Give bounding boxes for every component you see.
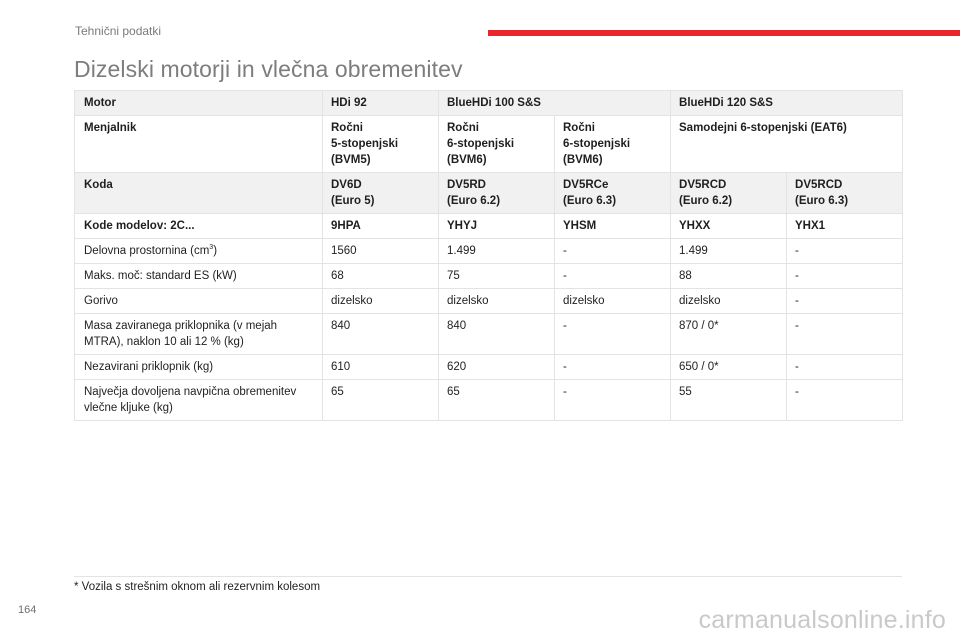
footnote: * Vozila s strešnim oknom ali rezervnim kolesom	[74, 581, 321, 593]
row-label: Koda	[75, 173, 323, 214]
table-row-menjalnik	[75, 116, 903, 173]
cell-line: DV5RD	[447, 179, 486, 191]
row-label: Motor	[75, 91, 323, 116]
cell-line: (Euro 6.3)	[563, 195, 617, 207]
superscript: 3	[209, 244, 214, 252]
table-cell: 65	[323, 380, 439, 421]
cell-line: Ročni	[331, 122, 363, 134]
footnote-divider	[74, 576, 902, 577]
cell-line: DV5RCD	[679, 179, 727, 191]
table-row-zavirani-priklopnik	[75, 314, 903, 355]
table-cell: BlueHDi 100 S&S	[439, 91, 671, 116]
label-line: Največja dovoljena navpična obremenitev	[84, 386, 297, 398]
table-cell: YHX1	[787, 214, 903, 239]
table-cell: -	[787, 239, 903, 264]
page-number: 164	[18, 604, 37, 616]
label-text: Delovna prostornina (cm	[84, 245, 210, 257]
table-cell: dizelsko	[555, 289, 671, 314]
table-cell	[787, 173, 903, 214]
table-cell	[323, 116, 439, 173]
table-cell: YHXX	[671, 214, 787, 239]
table-cell: -	[787, 380, 903, 421]
header-accent-bar	[488, 30, 960, 36]
table-cell	[323, 173, 439, 214]
table-cell: dizelsko	[439, 289, 555, 314]
cell-line: Ročni	[563, 122, 595, 134]
cell-line: (Euro 5)	[331, 195, 375, 207]
table-row-navpicna-obremenitev	[75, 380, 903, 421]
specifications-table	[74, 90, 903, 421]
table-cell: HDi 92	[323, 91, 439, 116]
label-text: )	[213, 245, 218, 257]
table-cell: YHYJ	[439, 214, 555, 239]
table-cell: 9HPA	[323, 214, 439, 239]
table-cell: dizelsko	[323, 289, 439, 314]
table-row-koda	[75, 173, 903, 214]
table-cell: -	[555, 264, 671, 289]
row-label	[75, 239, 323, 264]
table-cell: 88	[671, 264, 787, 289]
section-label: Tehnični podatki	[75, 24, 162, 38]
table-cell: 650 / 0*	[671, 355, 787, 380]
row-label	[75, 314, 323, 355]
label-line: vlečne kljuke (kg)	[84, 402, 173, 414]
row-label: Kode modelov: 2C...	[75, 214, 323, 239]
table-cell: YHSM	[555, 214, 671, 239]
table-cell: 55	[671, 380, 787, 421]
table-cell: -	[555, 314, 671, 355]
table-cell	[555, 173, 671, 214]
table-row-gorivo	[75, 289, 903, 314]
table-row-prostornina	[75, 239, 903, 264]
table-cell: dizelsko	[671, 289, 787, 314]
cell-line: (Euro 6.2)	[679, 195, 733, 207]
table-cell: -	[555, 355, 671, 380]
row-label	[75, 380, 323, 421]
table-cell	[439, 116, 555, 173]
table-cell: -	[787, 264, 903, 289]
table-cell	[555, 116, 671, 173]
table-cell: 620	[439, 355, 555, 380]
table-row-nezavirani-priklopnik	[75, 355, 903, 380]
cell-line: 5-stopenjski	[331, 138, 399, 150]
table-cell: BlueHDi 120 S&S	[671, 91, 903, 116]
cell-line: (BVM6)	[447, 154, 487, 166]
page-title: Dizelski motorji in vlečna obremenitev	[74, 56, 463, 82]
cell-line: 6-stopenjski	[447, 138, 515, 150]
label-line: MTRA), naklon 10 ali 12 % (kg)	[84, 336, 244, 348]
row-label: Nezavirani priklopnik (kg)	[75, 355, 323, 380]
watermark: carmanualsonline.info	[698, 606, 946, 634]
table-cell: 1.499	[439, 239, 555, 264]
cell-line: DV5RCD	[795, 179, 843, 191]
table-cell	[439, 173, 555, 214]
table-cell: 68	[323, 264, 439, 289]
row-label: Maks. moč: standard ES (kW)	[75, 264, 323, 289]
cell-line: DV6D	[331, 179, 362, 191]
table-cell: -	[787, 314, 903, 355]
table-row-moc	[75, 264, 903, 289]
table-cell: 65	[439, 380, 555, 421]
table-cell: 840	[323, 314, 439, 355]
table-cell: 870 / 0*	[671, 314, 787, 355]
table-cell: -	[555, 239, 671, 264]
row-label: Gorivo	[75, 289, 323, 314]
table-cell: 1560	[323, 239, 439, 264]
cell-line: (Euro 6.3)	[795, 195, 849, 207]
cell-line: Ročni	[447, 122, 479, 134]
table-cell	[671, 173, 787, 214]
table-cell: 75	[439, 264, 555, 289]
table-row-motor	[75, 91, 903, 116]
cell-line: (BVM6)	[563, 154, 603, 166]
label-line: Masa zaviranega priklopnika (v mejah	[84, 320, 278, 332]
row-label: Menjalnik	[75, 116, 323, 173]
cell-line: DV5RCe	[563, 179, 609, 191]
table-cell: 1.499	[671, 239, 787, 264]
table-cell: Samodejni 6-stopenjski (EAT6)	[671, 116, 903, 173]
table-cell: 840	[439, 314, 555, 355]
table-row-kode-modelov	[75, 214, 903, 239]
table-cell: -	[787, 289, 903, 314]
table-cell: -	[787, 355, 903, 380]
table-cell: -	[555, 380, 671, 421]
cell-line: (BVM5)	[331, 154, 371, 166]
cell-line: (Euro 6.2)	[447, 195, 501, 207]
cell-line: 6-stopenjski	[563, 138, 631, 150]
table-cell: 610	[323, 355, 439, 380]
